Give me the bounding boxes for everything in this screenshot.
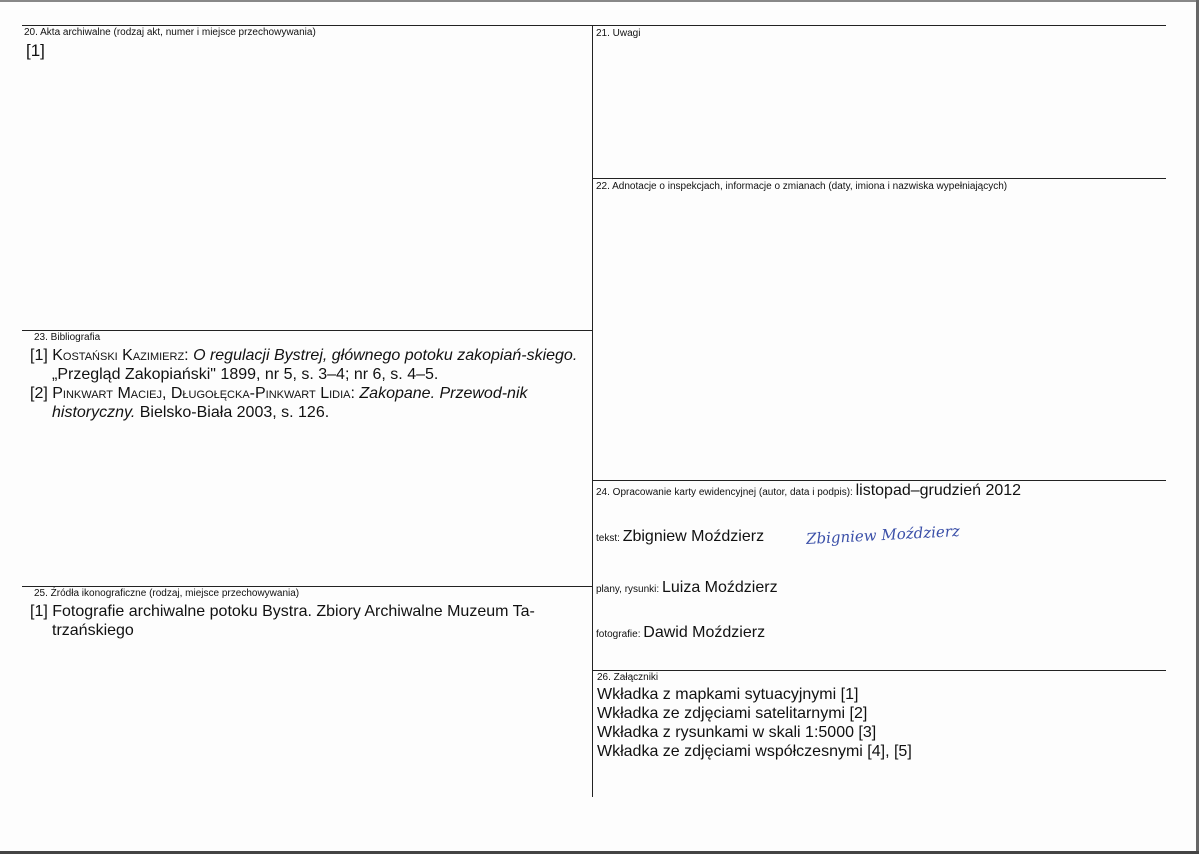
rule-26	[592, 670, 1166, 671]
text-label: tekst:	[596, 533, 620, 544]
iconographic-source-entry: [1] Fotografie archiwalne potoku Bystra. Zbiory Archiwalne Muzeum Ta-trzańskiego	[30, 603, 535, 639]
plans-author: Luiza Moździerz	[661, 579, 778, 596]
section-22-label: 22. Adnotacje o inspekcjach, informacje o zmianach (daty, imiona i nazwiska wypełniających)	[596, 181, 1008, 192]
author-photos-row	[596, 624, 765, 644]
rule-23	[22, 330, 592, 331]
bib-title: O regulacji Bystrej, głównego potoku zakopiań-skiego.	[193, 347, 578, 364]
attachment-item: Wkładka ze zdjęciami satelitarnymi [2]	[597, 705, 868, 722]
section-21-label: 21. Uwagi	[596, 28, 641, 39]
attachment-item: Wkładka z rysunkami w skali 1:5000 [3]	[597, 724, 877, 741]
section-20-label: 20. Akta archiwalne (rodzaj akt, numer i miejsce przechowywania)	[24, 27, 316, 38]
section-23-label: 23. Bibliografia	[34, 332, 101, 343]
author-plans-row	[596, 579, 778, 599]
bib-source: „Przegląd Zakopiański" 1899, nr 5, s. 3–4; nr 6, s. 4–5.	[52, 366, 439, 383]
bibliography-entry-2: [2] Pinkwart Maciej, Długołęcka-Pinkwart Lidia: Zakopane. Przewod-nik historyczny. Bielsko-Biała 2003, s. 126.	[30, 385, 528, 421]
section-26-label: 26. Załączniki	[597, 672, 659, 683]
bib-author: Kostański Kazimierz	[52, 347, 185, 364]
rule-22	[592, 178, 1166, 179]
plans-label: plany, rysunki:	[596, 584, 660, 595]
scan-edge-top	[0, 0, 1199, 2]
bibliography-list	[30, 346, 582, 422]
photos-author: Dawid Moździerz	[643, 624, 766, 641]
preparation-date: listopad–grudzień 2012	[855, 482, 1022, 499]
photos-label: fotografie:	[596, 629, 641, 640]
center-divider	[592, 25, 593, 797]
section-24-label: 24. Opracowanie karty ewidencyjnej (autor, data i podpis): listopad–grudzień 2012	[596, 482, 1022, 499]
bib-title: Zakopane. Przewod-nik historyczny.	[52, 385, 528, 421]
section-20-item: [1]	[26, 41, 45, 60]
rule-25	[22, 586, 592, 587]
top-rule-left	[22, 25, 592, 26]
section-25-label: 25. Źródła ikonograficzne (rodzaj, miejsce przechowywania)	[34, 588, 300, 599]
rule-24	[592, 480, 1166, 481]
author-text-row	[596, 528, 764, 548]
bib-source: Bielsko-Biała 2003, s. 126.	[135, 404, 330, 421]
attachment-item: Wkładka z mapkami sytuacyjnymi [1]	[597, 686, 859, 703]
top-rule-right	[592, 25, 1166, 26]
text-author: Zbigniew Moździerz	[622, 528, 765, 545]
bib-author: Pinkwart Maciej, Długołęcka-Pinkwart Lidia	[52, 385, 351, 402]
attachments-list	[597, 685, 912, 761]
handwritten-signature: Zbigniew Moździerz	[805, 521, 961, 549]
attachment-item: Wkładka ze zdjęciami współczesnymi [4], [5]	[597, 743, 912, 760]
bibliography-entry-1: [1] Kostański Kazimierz: O regulacji Bystrej, głównego potoku zakopiań-skiego. „Przegląd Zakopiański" 1899, nr 5, s. 3–4; nr 6, s. 4–5.	[30, 347, 578, 383]
